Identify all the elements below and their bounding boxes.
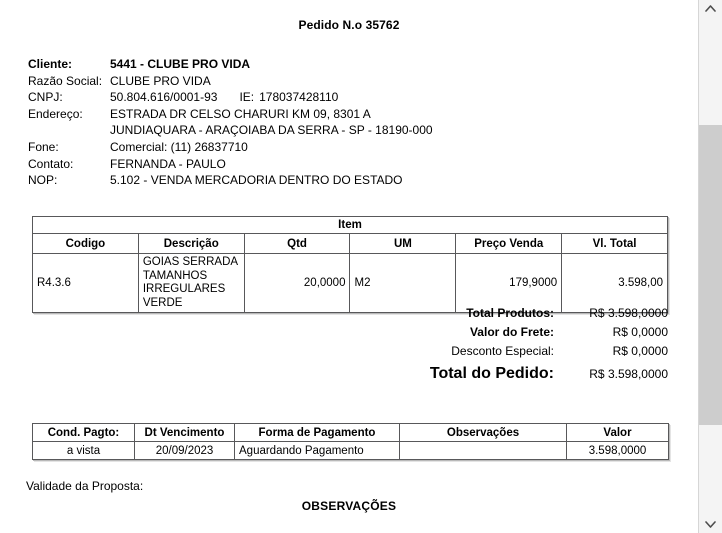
table-row	[33, 442, 669, 460]
client-label-contato: Contato:	[28, 156, 74, 171]
client-info-row-razao-social	[28, 73, 433, 90]
client-label-fone: Fone:	[28, 139, 59, 154]
item-descricao-line1: GOIAS SERRADA TAMANHOS	[142, 256, 238, 282]
item-table-body	[33, 254, 668, 313]
client-value-ie: 178037428110	[259, 90, 339, 105]
item-table	[32, 216, 668, 313]
item-table-group-header: Item	[33, 217, 668, 234]
total-label-pedido: Total do Pedido:	[429, 365, 554, 382]
client-value-razao-social: CLUBE PRO VIDA	[110, 73, 211, 88]
item-col-descricao: Descrição	[138, 234, 244, 254]
observacoes-heading: OBSERVAÇÕES	[301, 499, 397, 513]
client-info-block	[28, 56, 433, 189]
client-label-nop: NOP:	[28, 173, 58, 188]
total-row-frete	[408, 325, 668, 344]
total-row-desconto	[408, 344, 668, 363]
item-col-um: UM	[350, 234, 456, 254]
item-table-head	[33, 217, 668, 254]
client-value-endereco-line1: ESTRADA DR CELSO CHARURI KM 09, 8301 A	[110, 106, 371, 121]
client-info-row-cnpj	[28, 89, 433, 106]
client-info-row-endereco	[28, 106, 433, 123]
payment-col-cond-pagto: Cond. Pagto:	[33, 424, 135, 442]
item-descricao-line2: IRREGULARES VERDE	[142, 283, 226, 309]
item-cell-codigo: R4.3.6	[33, 254, 139, 313]
item-table-header-row	[33, 234, 668, 254]
payment-cell-dt-vencimento: 20/09/2023	[135, 442, 235, 460]
scroll-down-arrow-button[interactable]	[699, 516, 722, 533]
client-label-endereco: Endereço:	[28, 106, 83, 121]
item-cell-um: M2	[350, 254, 456, 313]
total-value-frete: R$ 0,0000	[612, 325, 668, 339]
item-table-group-header-row	[33, 217, 668, 234]
table-row	[33, 254, 668, 313]
client-value-contato: FERNANDA - PAULO	[110, 156, 226, 171]
payment-col-valor: Valor	[567, 424, 669, 442]
total-value-pedido: R$ 3.598,0000	[589, 367, 668, 381]
payment-table-head	[33, 424, 669, 442]
item-col-qtd: Qtd	[244, 234, 350, 254]
item-cell-descricao	[138, 254, 244, 313]
total-label-desconto: Desconto Especial:	[451, 344, 554, 358]
payment-table-header-row	[33, 424, 669, 442]
client-info-row-cliente	[28, 56, 433, 73]
payment-cell-valor: 3.598,0000	[567, 442, 669, 460]
item-col-codigo: Codigo	[33, 234, 139, 254]
client-value-endereco-line2: JUNDIAQUARA - ARAÇOIABA DA SERRA - SP - 18190-000	[110, 123, 433, 138]
payment-cell-forma-pagamento: Aguardando Pagamento	[235, 442, 400, 460]
payment-table-body	[33, 442, 669, 460]
client-label-razao-social: Razão Social:	[28, 73, 103, 88]
total-label-frete: Valor do Frete:	[469, 325, 554, 339]
item-cell-preco-venda: 179,9000	[456, 254, 562, 313]
item-col-vl-total: Vl. Total	[562, 234, 668, 254]
chevron-down-icon	[705, 521, 716, 528]
total-row-pedido	[408, 365, 668, 389]
payment-col-forma-pagamento: Forma de Pagamento	[235, 424, 400, 442]
page-title: Pedido N.o 35762	[298, 18, 400, 32]
client-label-cliente: Cliente:	[28, 57, 73, 71]
client-value-cnpj: 50.804.616/0001-93	[110, 90, 218, 105]
payment-table	[32, 423, 669, 460]
client-info-row-nop	[28, 172, 433, 189]
client-value-cliente: 5441 - CLUBE PRO VIDA	[110, 57, 251, 71]
total-label-produtos: Total Produtos:	[466, 306, 554, 320]
item-cell-vl-total: 3.598,00	[562, 254, 668, 313]
payment-col-dt-vencimento: Dt Vencimento	[135, 424, 235, 442]
client-info-row-contato	[28, 156, 433, 173]
totals-block	[408, 306, 668, 389]
client-value-fone: Comercial: (11) 26837710	[110, 139, 248, 154]
item-col-preco-venda: Preço Venda	[456, 234, 562, 254]
client-info-row-endereco-cont	[28, 122, 433, 139]
client-label-cnpj: CNPJ:	[28, 90, 63, 105]
client-info-row-fone	[28, 139, 433, 156]
client-label-ie: IE:	[239, 90, 255, 105]
total-value-produtos: R$ 3.598,0000	[589, 306, 668, 320]
vertical-scrollbar[interactable]	[698, 0, 722, 533]
payment-cell-cond-pagto: a vista	[33, 442, 135, 460]
scrollbar-thumb[interactable]	[699, 125, 722, 425]
validade-proposta-label: Validade da Proposta:	[26, 479, 144, 493]
client-value-nop: 5.102 - VENDA MERCADORIA DENTRO DO ESTADO	[110, 173, 403, 188]
payment-col-observacoes: Observações	[400, 424, 567, 442]
total-row-produtos	[408, 306, 668, 325]
payment-cell-observacoes	[400, 442, 567, 460]
chevron-up-icon	[705, 5, 716, 12]
scroll-up-arrow-button[interactable]	[699, 0, 722, 17]
item-cell-qtd: 20,0000	[244, 254, 350, 313]
total-value-desconto: R$ 0,0000	[612, 344, 668, 358]
